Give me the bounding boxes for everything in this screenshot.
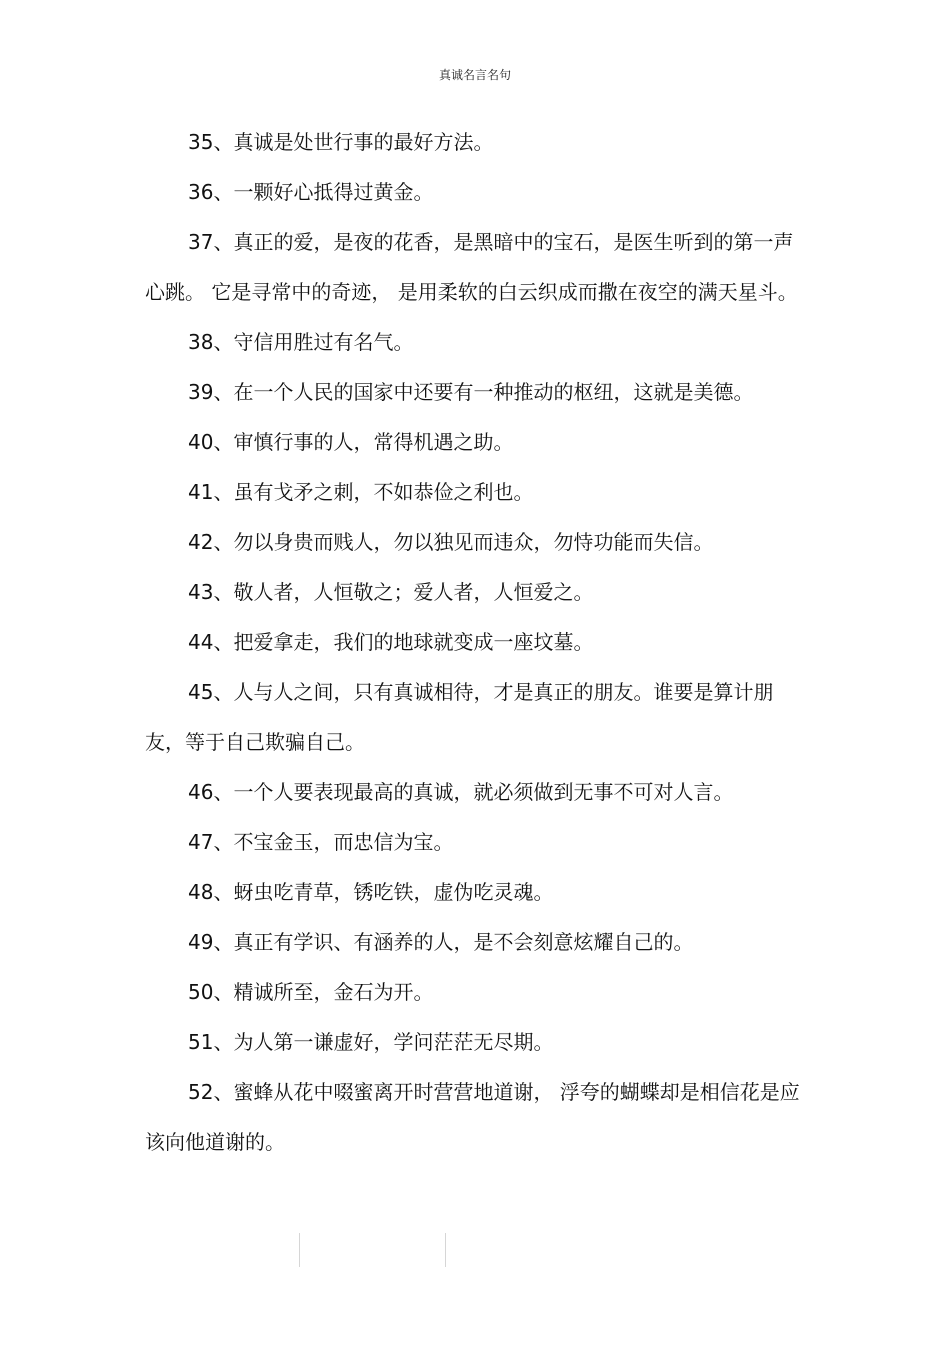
quote-52: 52、蜜蜂从花中啜蜜离开时营营地道谢， 浮夸的蝴蝶却是相信花是应该向他道谢的。 <box>145 1080 800 1154</box>
quote-47: 47、不宝金玉，而忠信为宝。 <box>188 830 454 854</box>
quote-51: 51、为人第一谦虚好，学问茫茫无尽期。 <box>188 1030 554 1054</box>
quote-49: 49、真正有学识、有涵养的人，是不会刻意炫耀自己的。 <box>188 930 694 954</box>
quote-39: 39、在一个人民的国家中还要有一种推动的枢纽，这就是美德。 <box>188 380 754 404</box>
quote-45: 45、人与人之间，只有真诚相待，才是真正的朋友。谁要是算计朋友，等于自己欺骗自己。 <box>145 680 774 754</box>
quote-46: 46、一个人要表现最高的真诚，就必须做到无事不可对人言。 <box>188 780 734 804</box>
quote-50: 50、精诚所至，金石为开。 <box>188 980 434 1004</box>
quote-43: 43、敬人者，人恒敬之；爱人者，人恒爱之。 <box>188 580 594 604</box>
quote-35: 35、真诚是处世行事的最好方法。 <box>188 130 494 154</box>
quote-36: 36、一颗好心抵得过黄金。 <box>188 180 434 204</box>
quote-41: 41、虽有戈矛之刺，不如恭俭之利也。 <box>188 480 534 504</box>
quote-40: 40、审慎行事的人，常得机遇之助。 <box>188 430 514 454</box>
page-header-title: 真诚名言名句 <box>438 68 511 82</box>
footer-divider-right <box>445 1233 446 1267</box>
footer-divider-left <box>299 1233 300 1267</box>
quote-37: 37、真正的爱，是夜的花香，是黑暗中的宝石，是医生听到的第一声心跳。 它是寻常中的奇迹， 是用柔软的白云织成而撒在夜空的满天星斗。 <box>145 230 798 304</box>
quote-48: 48、蚜虫吃青草，锈吃铁，虚伪吃灵魂。 <box>188 880 554 904</box>
quote-38: 38、守信用胜过有名气。 <box>188 330 414 354</box>
quote-44: 44、把爱拿走，我们的地球就变成一座坟墓。 <box>188 630 594 654</box>
quote-list <box>145 117 805 1167</box>
quote-42: 42、勿以身贵而贱人，勿以独见而违众，勿恃功能而失信。 <box>188 530 714 554</box>
